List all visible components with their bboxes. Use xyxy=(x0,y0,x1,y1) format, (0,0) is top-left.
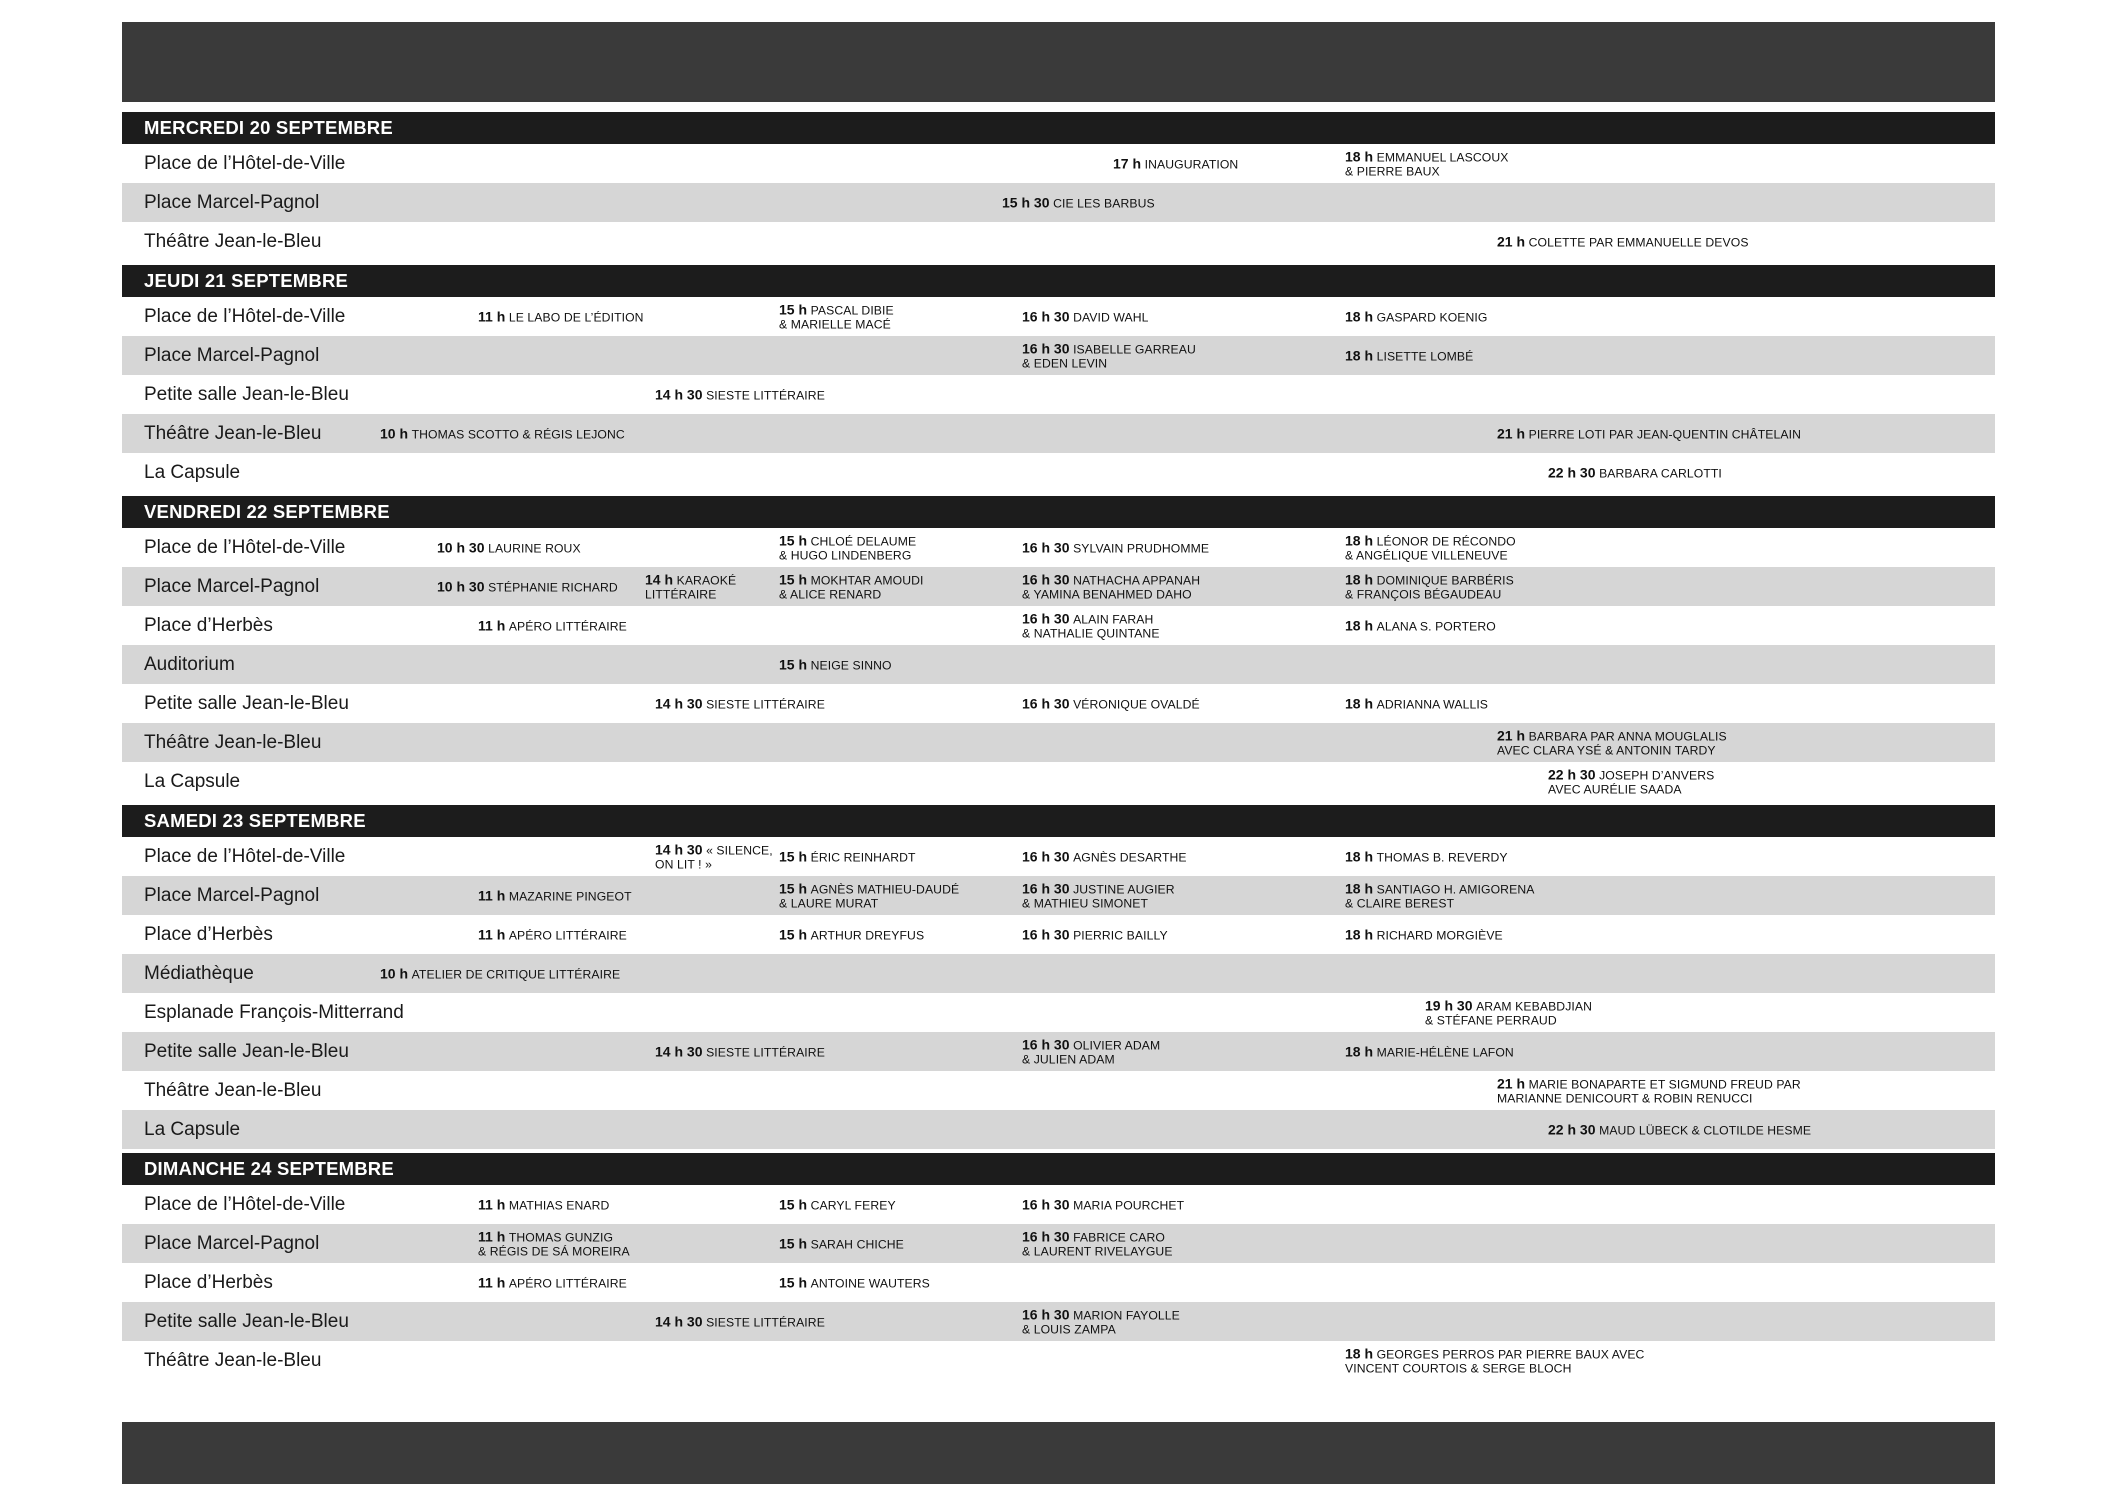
event-title: PIERRE LOTI PAR JEAN-QUENTIN CHÂTELAIN xyxy=(1528,427,1802,442)
event-time: 11 h xyxy=(478,1227,506,1244)
event-entry[interactable] xyxy=(1022,571,1200,602)
event-title: DOMINIQUE BARBÉRIS xyxy=(1376,572,1514,587)
day-header: MERCREDI 20 SEPTEMBRE xyxy=(122,112,1995,144)
event-entry[interactable] xyxy=(1022,1228,1173,1259)
schedule-row xyxy=(122,876,1995,915)
event-entry[interactable] xyxy=(1345,1345,1644,1376)
event-entry[interactable] xyxy=(1497,425,1801,442)
event-entry[interactable] xyxy=(478,617,627,634)
event-time: 10 h xyxy=(380,965,409,982)
event-entry[interactable] xyxy=(779,301,894,332)
venue-label: Médiathèque xyxy=(144,962,254,984)
schedule-row xyxy=(122,915,1995,954)
event-time: 14 h xyxy=(645,570,674,587)
venue-label: Place de l’Hôtel-de-Ville xyxy=(144,536,346,558)
event-title: ATELIER DE CRITIQUE LITTÉRAIRE xyxy=(411,967,621,982)
event-entry[interactable] xyxy=(437,539,581,556)
venue-label: Théâtre Jean-le-Bleu xyxy=(144,1349,322,1371)
event-title: LÉONOR DE RÉCONDO xyxy=(1376,533,1516,548)
event-time: 18 h xyxy=(1345,1344,1374,1361)
event-time: 16 h 30 xyxy=(1022,926,1070,943)
venue-label: Théâtre Jean-le-Bleu xyxy=(144,230,322,252)
event-time: 16 h 30 xyxy=(1022,1305,1070,1322)
event-entry[interactable] xyxy=(478,1228,630,1259)
event-title: APÉRO LITTÉRAIRE xyxy=(508,619,627,634)
event-title: EMMANUEL LASCOUX xyxy=(1376,149,1509,164)
schedule-row xyxy=(122,1302,1995,1341)
event-entry[interactable] xyxy=(1022,539,1209,556)
venue-label: Place de l’Hôtel-de-Ville xyxy=(144,845,346,867)
event-time: 15 h xyxy=(779,1235,808,1252)
schedule-row xyxy=(122,1110,1995,1149)
event-title: BARBARA PAR ANNA MOUGLALIS xyxy=(1528,728,1727,743)
event-time: 22 h 30 xyxy=(1548,464,1596,481)
event-title: THOMAS SCOTTO & RÉGIS LEJONC xyxy=(411,427,625,442)
event-entry[interactable] xyxy=(1113,155,1238,172)
event-title: INAUGURATION xyxy=(1144,157,1239,172)
day-header: SAMEDI 23 SEPTEMBRE xyxy=(122,805,1995,837)
schedule-row xyxy=(122,762,1995,801)
event-title: THOMAS B. REVERDY xyxy=(1376,850,1508,865)
event-title: LAURINE ROUX xyxy=(488,541,581,556)
event-title: ARTHUR DREYFUS xyxy=(810,928,925,943)
event-title: ADRIANNA WALLIS xyxy=(1376,697,1489,712)
venue-label: La Capsule xyxy=(144,461,241,483)
event-title: SYLVAIN PRUDHOMME xyxy=(1073,541,1210,556)
event-entry[interactable] xyxy=(478,1274,627,1291)
event-entry[interactable] xyxy=(779,1274,930,1291)
event-entry[interactable] xyxy=(1497,1075,1801,1106)
event-entry[interactable] xyxy=(1345,148,1508,179)
venue-label: Théâtre Jean-le-Bleu xyxy=(144,1079,322,1101)
event-time: 15 h xyxy=(779,926,808,943)
event-title: BARBARA CARLOTTI xyxy=(1599,466,1722,481)
event-entry[interactable] xyxy=(1345,347,1473,364)
event-time: 18 h xyxy=(1345,308,1374,325)
event-time: 21 h xyxy=(1497,726,1526,743)
schedule-row xyxy=(122,684,1995,723)
event-time: 15 h xyxy=(779,1274,808,1291)
event-entry[interactable] xyxy=(645,571,736,602)
schedule-row xyxy=(122,528,1995,567)
event-title: ISABELLE GARREAU xyxy=(1073,341,1196,356)
event-title: COLETTE PAR EMMANUELLE DEVOS xyxy=(1528,235,1749,250)
event-entry[interactable] xyxy=(1548,464,1722,481)
event-title: APÉRO LITTÉRAIRE xyxy=(508,928,627,943)
schedule-row xyxy=(122,1032,1995,1071)
event-entry[interactable] xyxy=(1022,1196,1184,1213)
event-entry[interactable] xyxy=(655,1313,825,1330)
event-subtitle: & PIERRE BAUX xyxy=(1345,164,1440,179)
schedule-row xyxy=(122,1185,1995,1224)
event-title: MAZARINE PINGEOT xyxy=(508,889,632,904)
event-subtitle: & LAURENT RIVELAYGUE xyxy=(1022,1244,1173,1259)
schedule-row xyxy=(122,1263,1995,1302)
venue-label: Place d’Herbès xyxy=(144,614,273,636)
event-subtitle: & MATHIEU SIMONET xyxy=(1022,896,1149,911)
event-entry[interactable] xyxy=(478,926,627,943)
event-time: 21 h xyxy=(1497,425,1526,442)
venue-label: Petite salle Jean-le-Bleu xyxy=(144,692,349,714)
schedule-row xyxy=(122,954,1995,993)
schedule-grid xyxy=(122,112,1995,1384)
event-time: 18 h xyxy=(1345,848,1374,865)
schedule-row xyxy=(122,1224,1995,1263)
event-time: 18 h xyxy=(1345,926,1374,943)
event-entry[interactable] xyxy=(655,1043,825,1060)
event-time: 21 h xyxy=(1497,1074,1526,1091)
event-entry[interactable] xyxy=(779,880,959,911)
venue-label: Petite salle Jean-le-Bleu xyxy=(144,383,349,405)
event-entry[interactable] xyxy=(1345,848,1508,865)
event-subtitle: VINCENT COURTOIS & SERGE BLOCH xyxy=(1345,1361,1572,1376)
event-time: 16 h 30 xyxy=(1022,570,1070,587)
event-time: 10 h xyxy=(380,425,409,442)
schedule-row xyxy=(122,414,1995,453)
event-title: APÉRO LITTÉRAIRE xyxy=(508,1276,627,1291)
event-title: ANTOINE WAUTERS xyxy=(810,1276,930,1291)
event-subtitle: LITTÉRAIRE xyxy=(645,587,717,602)
event-time: 15 h xyxy=(779,848,808,865)
event-time: 14 h 30 xyxy=(655,840,703,857)
event-title: ALAIN FARAH xyxy=(1073,611,1154,626)
event-title: GEORGES PERROS PAR PIERRE BAUX AVEC xyxy=(1376,1346,1645,1361)
event-entry[interactable] xyxy=(1548,766,1714,797)
event-title: ÉRIC REINHARDT xyxy=(810,850,916,865)
event-time: 15 h xyxy=(779,531,808,548)
venue-label: La Capsule xyxy=(144,770,241,792)
event-entry[interactable] xyxy=(779,1196,896,1213)
event-time: 16 h 30 xyxy=(1022,339,1070,356)
event-time: 16 h 30 xyxy=(1022,1035,1070,1052)
event-time: 10 h 30 xyxy=(437,539,485,556)
event-time: 15 h xyxy=(779,879,808,896)
event-title: SIESTE LITTÉRAIRE xyxy=(706,1315,825,1330)
event-time: 14 h 30 xyxy=(655,695,703,712)
day-header: JEUDI 21 SEPTEMBRE xyxy=(122,265,1995,297)
event-time: 11 h xyxy=(478,1274,506,1291)
venue-label: Place Marcel-Pagnol xyxy=(144,575,320,597)
schedule-row xyxy=(122,183,1995,222)
event-entry[interactable] xyxy=(655,386,825,403)
event-time: 10 h 30 xyxy=(437,578,485,595)
event-title: MARIA POURCHET xyxy=(1073,1198,1185,1213)
event-subtitle: & NATHALIE QUINTANE xyxy=(1022,626,1160,641)
schedule-row xyxy=(122,375,1995,414)
event-entry[interactable] xyxy=(1022,1036,1160,1067)
event-title: JUSTINE AUGIER xyxy=(1073,881,1175,896)
event-time: 16 h 30 xyxy=(1022,539,1070,556)
event-time: 22 h 30 xyxy=(1548,765,1596,782)
event-time: 16 h 30 xyxy=(1022,609,1070,626)
event-title: CIE LES BARBUS xyxy=(1053,196,1155,211)
venue-label: Place de l’Hôtel-de-Ville xyxy=(144,305,346,327)
event-entry[interactable] xyxy=(437,578,618,595)
event-title: JOSEPH D’ANVERS xyxy=(1599,767,1715,782)
event-entry[interactable] xyxy=(380,425,625,442)
event-time: 15 h xyxy=(779,656,808,673)
event-entry[interactable] xyxy=(1345,926,1503,943)
event-time: 11 h xyxy=(478,617,506,634)
event-title: CARYL FEREY xyxy=(810,1198,896,1213)
bottom-band xyxy=(122,1422,1995,1484)
event-time: 18 h xyxy=(1345,570,1374,587)
event-time: 14 h 30 xyxy=(655,1043,703,1060)
event-subtitle: AVEC AURÉLIE SAADA xyxy=(1548,782,1682,797)
event-title: CHLOÉ DELAUME xyxy=(810,533,917,548)
schedule-row xyxy=(122,1071,1995,1110)
event-entry[interactable] xyxy=(1022,695,1200,712)
event-time: 11 h xyxy=(478,887,506,904)
event-title: NEIGE SINNO xyxy=(810,658,892,673)
event-entry[interactable] xyxy=(779,1235,904,1252)
event-time: 18 h xyxy=(1345,147,1374,164)
event-subtitle: & MARIELLE MACÉ xyxy=(779,317,891,332)
event-title: MAUD LÜBECK & CLOTILDE HESME xyxy=(1599,1123,1812,1138)
event-time: 11 h xyxy=(478,926,506,943)
event-entry[interactable] xyxy=(1022,340,1196,371)
event-title: ALANA S. PORTERO xyxy=(1376,619,1496,634)
event-entry[interactable] xyxy=(779,532,916,563)
event-entry[interactable] xyxy=(478,1196,609,1213)
venue-label: Place d’Herbès xyxy=(144,923,273,945)
event-entry[interactable] xyxy=(1345,308,1487,325)
event-entry[interactable] xyxy=(1022,848,1187,865)
event-subtitle: & ALICE RENARD xyxy=(779,587,882,602)
event-time: 15 h xyxy=(779,570,808,587)
venue-label: Place de l’Hôtel-de-Ville xyxy=(144,1193,346,1215)
event-time: 18 h xyxy=(1345,347,1374,364)
event-time: 15 h xyxy=(779,1196,808,1213)
top-band xyxy=(122,22,1995,102)
venue-label: Place Marcel-Pagnol xyxy=(144,344,320,366)
event-entry[interactable] xyxy=(1022,880,1175,911)
event-time: 18 h xyxy=(1345,695,1374,712)
event-title: MARIE-HÉLÈNE LAFON xyxy=(1376,1045,1514,1060)
event-title: FABRICE CARO xyxy=(1073,1229,1166,1244)
event-entry[interactable] xyxy=(779,848,916,865)
event-time: 16 h 30 xyxy=(1022,695,1070,712)
event-subtitle: & LOUIS ZAMPA xyxy=(1022,1322,1116,1337)
event-time: 19 h 30 xyxy=(1425,996,1473,1013)
event-entry[interactable] xyxy=(1002,194,1155,211)
schedule-row xyxy=(122,453,1995,492)
event-entry[interactable] xyxy=(1345,532,1516,563)
event-time: 17 h xyxy=(1113,155,1142,172)
event-time: 18 h xyxy=(1345,879,1374,896)
event-title: DAVID WAHL xyxy=(1073,310,1149,325)
schedule-row xyxy=(122,336,1995,375)
event-time: 16 h 30 xyxy=(1022,848,1070,865)
event-title: LE LABO DE L’ÉDITION xyxy=(508,310,644,325)
event-title: SARAH CHICHE xyxy=(810,1237,904,1252)
event-entry[interactable] xyxy=(779,926,924,943)
event-title: LISETTE LOMBÉ xyxy=(1376,349,1474,364)
event-title: MATHIAS ENARD xyxy=(508,1198,610,1213)
venue-label: Place d’Herbès xyxy=(144,1271,273,1293)
event-time: 14 h 30 xyxy=(655,386,703,403)
event-entry[interactable] xyxy=(1345,695,1488,712)
event-title: MARIE BONAPARTE ET SIGMUND FREUD PAR xyxy=(1528,1076,1801,1091)
event-entry[interactable] xyxy=(655,841,773,872)
venue-label: Place Marcel-Pagnol xyxy=(144,884,320,906)
event-subtitle: & JULIEN ADAM xyxy=(1022,1052,1115,1067)
venue-label: Place Marcel-Pagnol xyxy=(144,191,320,213)
event-time: 18 h xyxy=(1345,1043,1374,1060)
venue-label: Auditorium xyxy=(144,653,235,675)
venue-label: La Capsule xyxy=(144,1118,241,1140)
event-time: 16 h 30 xyxy=(1022,879,1070,896)
event-subtitle: & ANGÉLIQUE VILLENEUVE xyxy=(1345,548,1508,563)
venue-label: Théâtre Jean-le-Bleu xyxy=(144,731,322,753)
event-title: MOKHTAR AMOUDI xyxy=(810,572,924,587)
venue-label: Théâtre Jean-le-Bleu xyxy=(144,422,322,444)
event-title: VÉRONIQUE OVALDÉ xyxy=(1073,697,1200,712)
day-gap xyxy=(122,1380,1995,1384)
event-subtitle: & HUGO LINDENBERG xyxy=(779,548,912,563)
event-title: NATHACHA APPANAH xyxy=(1073,572,1201,587)
event-time: 18 h xyxy=(1345,617,1374,634)
event-title: RICHARD MORGIÈVE xyxy=(1376,928,1503,943)
event-entry[interactable] xyxy=(1022,308,1149,325)
schedule-row xyxy=(122,1341,1995,1380)
event-subtitle: & RÉGIS DE SÁ MOREIRA xyxy=(478,1244,630,1259)
day-header: DIMANCHE 24 SEPTEMBRE xyxy=(122,1153,1995,1185)
event-entry[interactable] xyxy=(1425,997,1592,1028)
event-time: 14 h 30 xyxy=(655,1313,703,1330)
event-title: KARAOKÉ xyxy=(676,572,737,587)
event-time: 22 h 30 xyxy=(1548,1121,1596,1138)
event-subtitle: ON LIT ! » xyxy=(655,857,712,872)
event-subtitle: & EDEN LEVIN xyxy=(1022,356,1108,371)
event-entry[interactable] xyxy=(478,308,644,325)
event-title: MARION FAYOLLE xyxy=(1073,1307,1180,1322)
event-subtitle: MARIANNE DENICOURT & ROBIN RENUCCI xyxy=(1497,1091,1753,1106)
event-title: STÉPHANIE RICHARD xyxy=(488,580,618,595)
venue-label: Petite salle Jean-le-Bleu xyxy=(144,1310,349,1332)
event-title: « SILENCE, xyxy=(706,842,773,857)
event-entry[interactable] xyxy=(1345,880,1534,911)
event-subtitle: & STÉFANE PERRAUD xyxy=(1425,1013,1557,1028)
event-entry[interactable] xyxy=(1022,926,1168,943)
event-entry[interactable] xyxy=(1345,1043,1514,1060)
event-entry[interactable] xyxy=(1548,1121,1811,1138)
event-entry[interactable] xyxy=(779,571,924,602)
event-title: SANTIAGO H. AMIGORENA xyxy=(1376,881,1535,896)
event-title: SIESTE LITTÉRAIRE xyxy=(706,388,825,403)
event-time: 18 h xyxy=(1345,531,1374,548)
event-title: GASPARD KOENIG xyxy=(1376,310,1488,325)
event-entry[interactable] xyxy=(1022,1306,1180,1337)
event-time: 16 h 30 xyxy=(1022,1227,1070,1244)
event-title: ARAM KEBABDJIAN xyxy=(1476,998,1593,1013)
event-time: 16 h 30 xyxy=(1022,1196,1070,1213)
schedule-row xyxy=(122,606,1995,645)
event-subtitle: & YAMINA BENAHMED DAHO xyxy=(1022,587,1192,602)
event-time: 16 h 30 xyxy=(1022,308,1070,325)
event-title: PASCAL DIBIE xyxy=(810,302,894,317)
schedule-row xyxy=(122,222,1995,261)
event-title: THOMAS GUNZIG xyxy=(508,1229,614,1244)
event-title: OLIVIER ADAM xyxy=(1073,1037,1161,1052)
schedule-row xyxy=(122,723,1995,762)
event-entry[interactable] xyxy=(1022,610,1160,641)
day-header: VENDREDI 22 SEPTEMBRE xyxy=(122,496,1995,528)
venue-label: Esplanade François-Mitterrand xyxy=(144,1001,404,1023)
venue-label: Place Marcel-Pagnol xyxy=(144,1232,320,1254)
event-title: SIESTE LITTÉRAIRE xyxy=(706,697,825,712)
event-entry[interactable] xyxy=(779,656,892,673)
event-subtitle: & LAURE MURAT xyxy=(779,896,879,911)
event-time: 11 h xyxy=(478,308,506,325)
event-entry[interactable] xyxy=(655,695,825,712)
event-time: 15 h xyxy=(779,300,808,317)
event-time: 21 h xyxy=(1497,233,1526,250)
schedule-row xyxy=(122,645,1995,684)
event-entry[interactable] xyxy=(478,887,632,904)
schedule-row xyxy=(122,567,1995,606)
event-title: PIERRIC BAILLY xyxy=(1073,928,1168,943)
event-entry[interactable] xyxy=(1497,233,1749,250)
schedule-row xyxy=(122,993,1995,1032)
event-entry[interactable] xyxy=(380,965,620,982)
event-title: AGNÈS MATHIEU-DAUDÉ xyxy=(810,881,960,896)
venue-label: Petite salle Jean-le-Bleu xyxy=(144,1040,349,1062)
event-time: 11 h xyxy=(478,1196,506,1213)
event-entry[interactable] xyxy=(1345,571,1514,602)
venue-label: Place de l’Hôtel-de-Ville xyxy=(144,152,346,174)
event-subtitle: & CLAIRE BEREST xyxy=(1345,896,1455,911)
event-time: 15 h 30 xyxy=(1002,194,1050,211)
schedule-row xyxy=(122,144,1995,183)
event-title: AGNÈS DESARTHE xyxy=(1073,850,1187,865)
event-entry[interactable] xyxy=(1497,727,1727,758)
event-entry[interactable] xyxy=(1345,617,1496,634)
schedule-row xyxy=(122,837,1995,876)
schedule-row xyxy=(122,297,1995,336)
event-subtitle: AVEC CLARA YSÉ & ANTONIN TARDY xyxy=(1497,743,1716,758)
event-title: SIESTE LITTÉRAIRE xyxy=(706,1045,825,1060)
event-subtitle: & FRANÇOIS BÉGAUDEAU xyxy=(1345,587,1502,602)
